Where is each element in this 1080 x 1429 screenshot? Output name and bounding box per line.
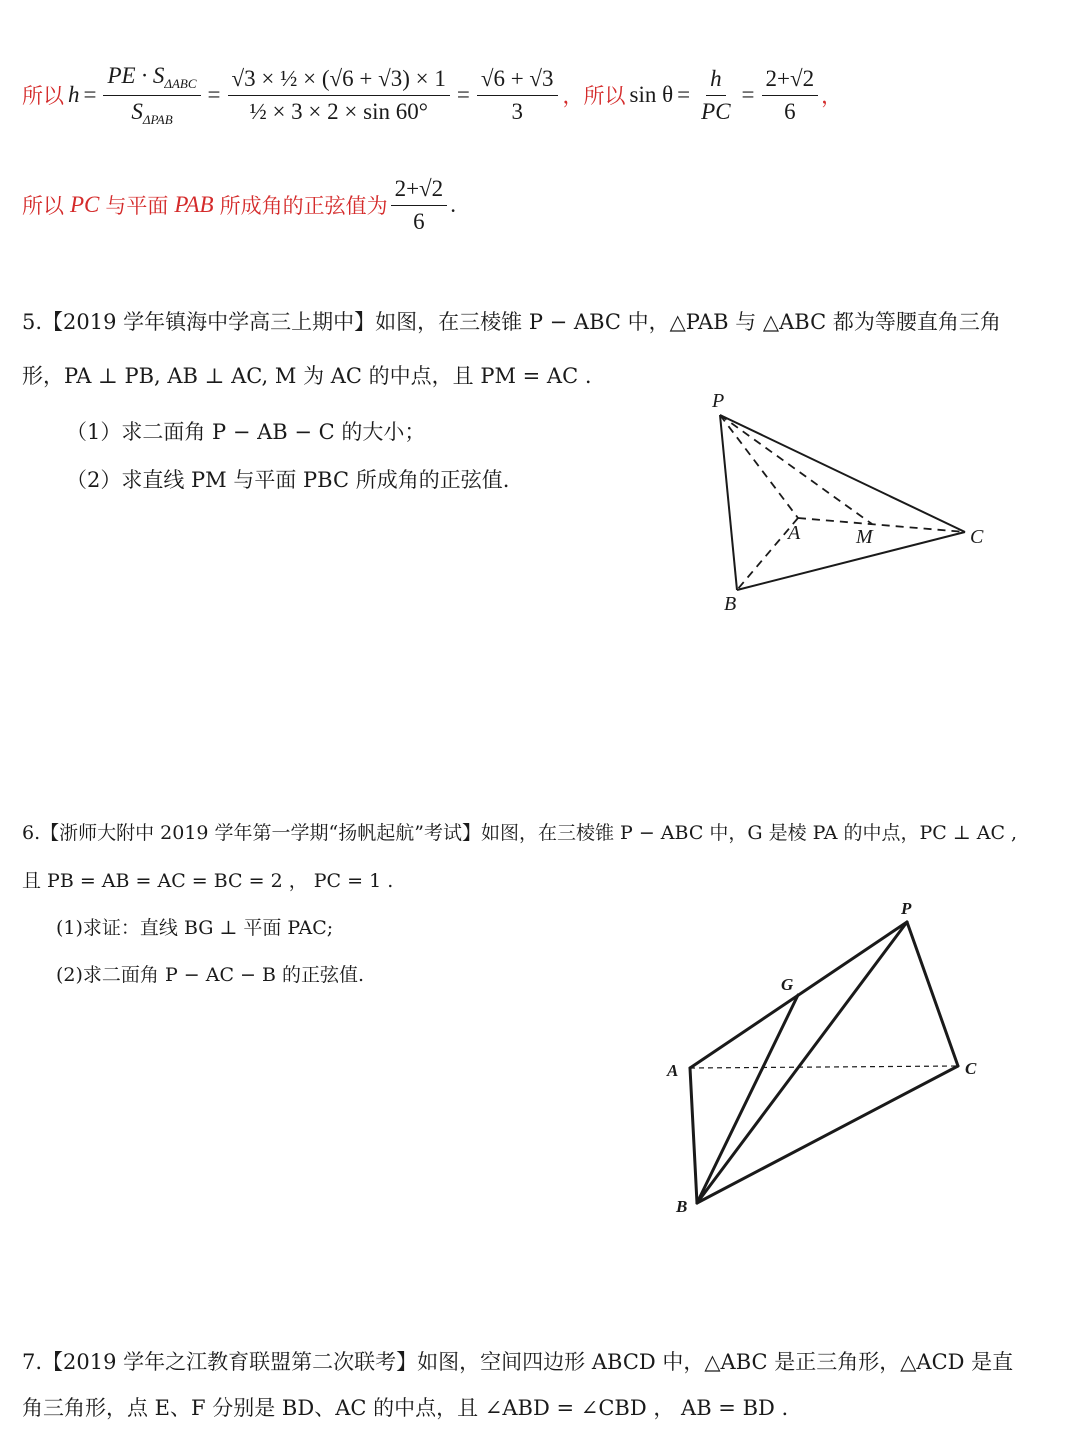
line2-prefix: 所以 (22, 194, 64, 218)
label-a: A (667, 1061, 679, 1080)
fraction-numeric (228, 66, 450, 125)
equals-sign: = (83, 82, 97, 107)
answer-prefix: 所以 (22, 84, 64, 108)
equals-sign: = (677, 82, 691, 107)
q6-line-1: 6.【浙师大附中 2019 学年第一学期“扬帆起航”考试】如图，在三棱锥 P − ABC 中，G 是棱 PA 的中点，PC ⊥ AC , (22, 822, 1018, 844)
q5-part-2: （2）求直线 PM 与平面 PBC 所成角的正弦值. (66, 468, 510, 492)
line2-frac-denominator: 6 (413, 208, 425, 234)
line1-end: ， (821, 84, 843, 108)
fraction-result (477, 66, 558, 125)
frac4-numerator: h (706, 66, 726, 96)
frac3-numerator: √6 + √3 (477, 66, 558, 96)
q7-line-2: 角三角形，点 E、F 分别是 BD、AC 的中点，且 ∠ABD = ∠CBD ， AB = BD . (22, 1396, 789, 1420)
frac3-denominator: 3 (511, 98, 523, 124)
q5-line-2: 形，PA ⊥ PB, AB ⊥ AC, M 为 AC 的中点，且 PM = AC . (22, 364, 592, 388)
label-g: G (781, 975, 794, 994)
edge-bp (697, 922, 907, 1203)
edge-ac (690, 1066, 958, 1068)
line2-frac-numerator: 2+√2 (391, 176, 448, 206)
q7-line-1: 7.【2019 学年之江教育联盟第二次联考】如图，空间四边形 ABCD 中，△ABC 是正三角形，△ACD 是直 (22, 1350, 1014, 1374)
q6-part-1: (1)求证：直线 BG ⊥ 平面 PAC; (56, 917, 334, 939)
edge-bc (697, 1066, 958, 1203)
line2-pc: PC (70, 192, 100, 217)
edge-ab (690, 1068, 697, 1203)
equals-sign: = (456, 82, 470, 107)
frac5-numerator: 2+√2 (762, 66, 819, 96)
q6-line-2: 且 PB = AB = AC = BC = 2 ， PC = 1 . (22, 870, 394, 892)
frac1-denominator: S (131, 98, 143, 124)
fraction-area-ratio (103, 63, 200, 128)
frac2-numerator: √3 × ½ × (√6 + √3) × 1 (228, 66, 450, 96)
label-b: B (676, 1197, 688, 1216)
edge-bc (737, 532, 965, 590)
answer-line-2 (22, 170, 456, 240)
q5-pyramid-figure (690, 385, 1000, 620)
edge-pc (907, 922, 958, 1066)
frac1-numerator-sub: ΔABC (164, 75, 197, 91)
edge-pc (720, 415, 965, 532)
line2-fraction (391, 176, 448, 235)
fraction-sine-value (762, 66, 819, 125)
frac5-denominator: 6 (784, 98, 796, 124)
label-a: A (788, 522, 801, 544)
edge-pa (720, 415, 798, 518)
edge-pm (720, 415, 872, 524)
label-p: P (901, 899, 912, 918)
frac1-numerator: PE · S (107, 62, 165, 88)
h-variable: h (68, 82, 80, 107)
equals-sign: = (207, 82, 221, 107)
q6-pyramid-figure (655, 890, 1005, 1220)
q5-part-1: （1）求二面角 P − AB − C 的大小； (66, 420, 426, 444)
frac1-denominator-sub: ΔPAB (142, 111, 173, 127)
equals-sign: = (741, 82, 755, 107)
sin-expression: sin θ (629, 82, 674, 107)
edge-bg (697, 995, 798, 1203)
answer-line-1 (22, 40, 842, 150)
fraction-h-over-pc (697, 66, 734, 125)
line2-pab: PAB (174, 192, 214, 217)
q5-line-1: 5.【2019 学年镇海中学高三上期中】如图，在三棱锥 P − ABC 中，△PAB 与 △ABC 都为等腰直角三角 (22, 310, 1001, 334)
label-c: C (965, 1059, 977, 1078)
q6-part-2: (2)求二面角 P − AC − B 的正弦值. (56, 964, 365, 986)
label-b: B (724, 593, 737, 615)
mid-text: ，所以 (562, 84, 626, 108)
edge-pb (720, 415, 737, 590)
label-m: M (856, 526, 873, 548)
label-p: P (712, 390, 725, 412)
frac4-denominator: PC (701, 98, 731, 124)
line2-mid: 与平面 (105, 194, 169, 218)
line2-text: 所成角的正弦值为 (219, 194, 388, 218)
frac2-denominator: ½ × 3 × 2 × sin 60° (249, 98, 428, 124)
label-c: C (970, 526, 984, 548)
line2-end: . (450, 192, 456, 217)
